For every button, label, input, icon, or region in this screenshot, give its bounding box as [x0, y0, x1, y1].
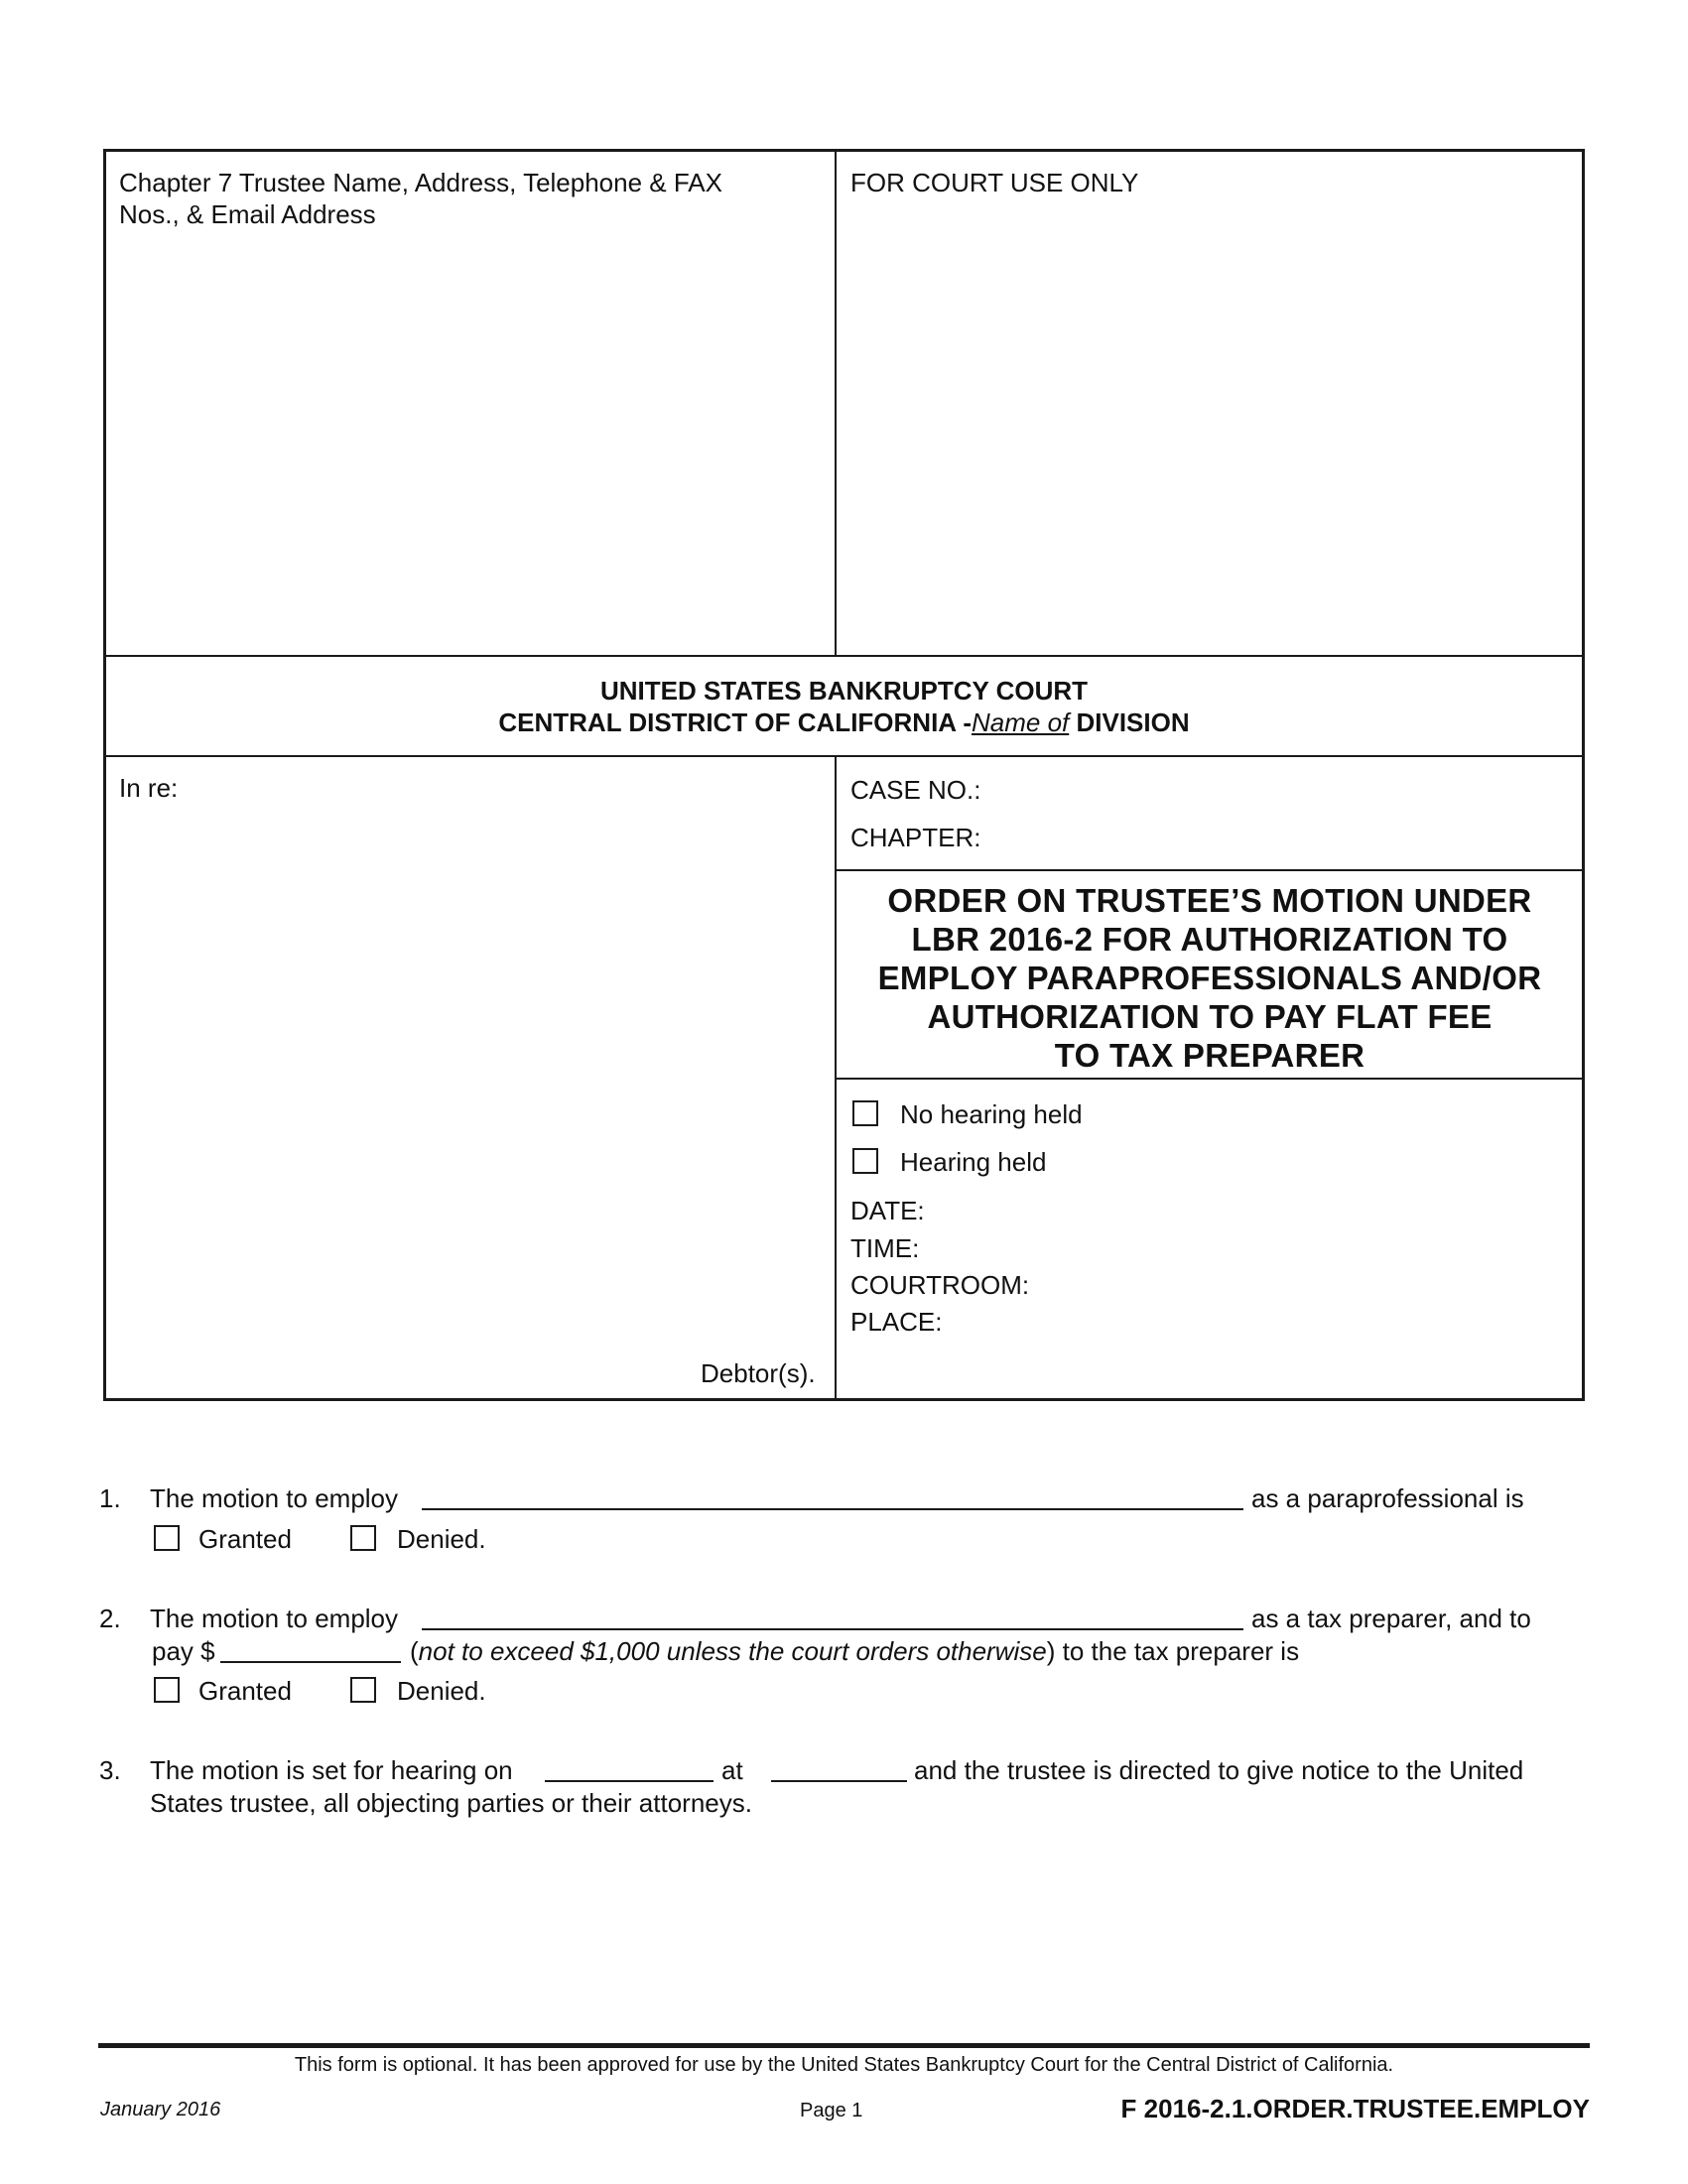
- item1-text-after: as a paraprofessional is: [1251, 1483, 1524, 1513]
- caption-bottom-border: [103, 1398, 1585, 1401]
- item3-number: 3.: [99, 1755, 121, 1785]
- item2-denied-label: Denied.: [397, 1676, 486, 1706]
- hearing-place-label: PLACE:: [850, 1307, 943, 1337]
- item3-line2: States trustee, all objecting parties or their attorneys.: [150, 1788, 752, 1818]
- item3-date-blank[interactable]: [545, 1780, 714, 1782]
- item1-text: The motion to employ: [150, 1483, 399, 1513]
- court-header-top-border: [103, 655, 1585, 657]
- item3-text: The motion is set for hearing on: [150, 1755, 513, 1785]
- item1-employee-blank[interactable]: [422, 1508, 1243, 1510]
- footer-page: Page 1: [800, 2100, 863, 2121]
- chapter-label: CHAPTER:: [850, 823, 981, 852]
- item2-employee-blank[interactable]: [422, 1628, 1243, 1630]
- order-title: ORDER ON TRUSTEE’S MOTION UNDER LBR 2016-2 FOR AUTHORIZATION TO EMPLOY PARAPROFESSIONALS AND/OR AUTHORIZATION TO PAY FLAT FEE TO TAX PREPARER: [877, 882, 1542, 1074]
- footer-rule: [98, 2043, 1590, 2048]
- item3-time-blank[interactable]: [771, 1780, 907, 1782]
- item1-denied-label: Denied.: [397, 1524, 486, 1554]
- item1-granted-label: Granted: [198, 1524, 292, 1554]
- court-use-label: FOR COURT USE ONLY: [850, 168, 1139, 197]
- district-line: CENTRAL DISTRICT OF CALIFORNIA -Name of DIVISION: [498, 707, 1190, 737]
- hearing-held-label: Hearing held: [900, 1147, 1047, 1177]
- case-info-bottom-border: [835, 869, 1585, 871]
- item1-denied-checkbox[interactable]: [350, 1525, 376, 1551]
- caption-middle-divider-top: [835, 149, 837, 657]
- debtors-label: Debtor(s).: [701, 1358, 816, 1388]
- title-bottom-border: [835, 1078, 1585, 1080]
- hearing-courtroom-label: COURTROOM:: [850, 1270, 1030, 1300]
- item3-at: at: [721, 1755, 743, 1785]
- case-number-label: CASE NO.:: [850, 775, 981, 805]
- footer-date: January 2016: [100, 2099, 221, 2120]
- item2-number: 2.: [99, 1604, 121, 1633]
- division-name-placeholder: Name of: [972, 707, 1070, 737]
- item1-granted-checkbox[interactable]: [154, 1525, 180, 1551]
- in-re-label: In re:: [119, 773, 179, 803]
- item2-granted-checkbox[interactable]: [154, 1677, 180, 1703]
- item2-pay-note-line: (not to exceed $1,000 unless the court orders otherwise) to the tax preparer is: [410, 1636, 1300, 1666]
- court-header-bottom-border: [103, 755, 1585, 757]
- item2-text-after: as a tax preparer, and to: [1251, 1604, 1531, 1633]
- caption-right-border: [1582, 149, 1585, 1401]
- footer-note: This form is optional. It has been approved for use by the United States Bankruptcy Court for the Central District of California.: [294, 2054, 1394, 2076]
- caption-left-border: [103, 149, 106, 1401]
- trustee-info-label: Chapter 7 Trustee Name, Address, Telephone & FAX Nos., & Email Address: [119, 168, 722, 229]
- hearing-date-label: DATE:: [850, 1196, 925, 1225]
- no-hearing-checkbox[interactable]: [852, 1100, 878, 1126]
- item2-fee-blank[interactable]: [220, 1661, 401, 1663]
- item2-granted-label: Granted: [198, 1676, 292, 1706]
- item2-pay-prefix: pay $: [152, 1636, 215, 1666]
- item3-text-after: and the trustee is directed to give notice to the United: [914, 1755, 1524, 1785]
- court-name: UNITED STATES BANKRUPTCY COURT: [599, 676, 1089, 706]
- item2-pay-note: not to exceed $1,000 unless the court orders otherwise: [418, 1636, 1047, 1666]
- item2-denied-checkbox[interactable]: [350, 1677, 376, 1703]
- caption-top-border: [103, 149, 1585, 152]
- item1-number: 1.: [99, 1483, 121, 1513]
- hearing-held-checkbox[interactable]: [852, 1148, 878, 1174]
- item2-text: The motion to employ: [150, 1604, 399, 1633]
- footer-form-id: F 2016-2.1.ORDER.TRUSTEE.EMPLOY: [1120, 2094, 1590, 2123]
- hearing-time-label: TIME:: [850, 1233, 920, 1263]
- no-hearing-label: No hearing held: [900, 1099, 1083, 1129]
